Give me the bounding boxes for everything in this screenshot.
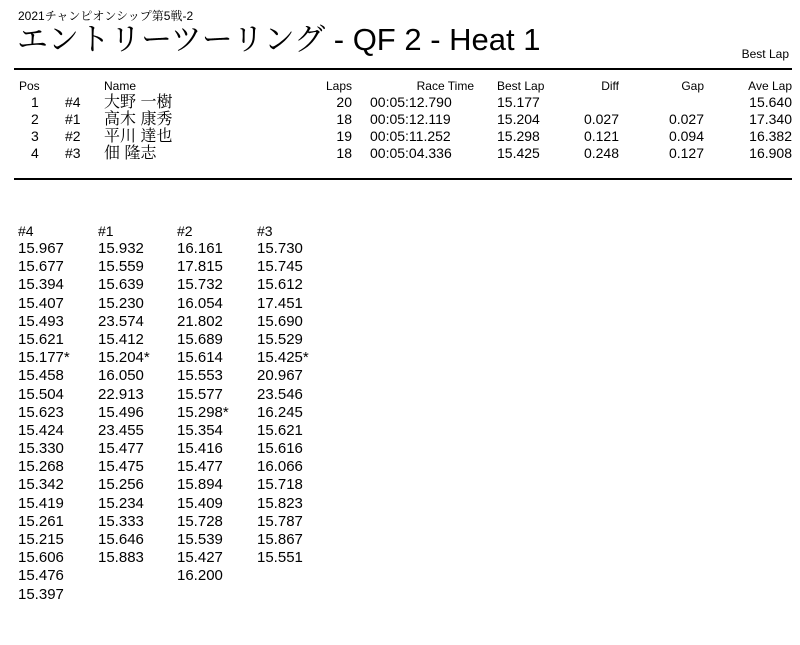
lap-time: 15.425*: [257, 349, 309, 367]
lap-time: 15.730: [257, 240, 303, 257]
lap-column-header: #1: [98, 223, 114, 239]
lap-time: 15.553: [177, 367, 223, 385]
lap-time: 15.677: [18, 258, 64, 276]
lap-time: 15.551: [257, 549, 303, 567]
result-laps: 20: [336, 94, 352, 110]
result-race-time: 00:05:04.336: [370, 145, 452, 161]
lap-time: 15.606: [18, 549, 64, 567]
lap-time: 15.894: [177, 476, 223, 494]
column-header-diff: Diff: [601, 79, 619, 93]
lap-time: 15.342: [18, 476, 64, 494]
result-ave-lap: 16.382: [749, 128, 792, 144]
result-best-lap: 15.204: [497, 111, 540, 127]
lap-time: 22.913: [98, 385, 144, 403]
lap-time: 15.230: [98, 294, 144, 312]
result-row: [14, 145, 792, 162]
result-row: [14, 94, 792, 111]
lap-time: 16.200: [177, 567, 223, 585]
result-kart-number: #4: [65, 94, 81, 110]
result-gap: 0.127: [668, 145, 704, 161]
result-diff: 0.121: [583, 128, 619, 144]
result-laps: 18: [336, 111, 352, 127]
column-header-gap: Gap: [681, 79, 704, 93]
result-ave-lap: 16.908: [749, 145, 792, 161]
lap-time: 16.245: [257, 403, 303, 421]
lap-time: 15.234: [98, 494, 144, 512]
lap-time: 15.787: [257, 512, 303, 530]
result-gap: 0.094: [668, 128, 704, 144]
lap-time: 15.718: [257, 476, 303, 494]
lap-time: 15.623: [18, 403, 64, 421]
lap-time: 15.268: [18, 458, 64, 476]
column-header-race-time: Race Time: [416, 79, 474, 93]
results-table: [14, 79, 792, 162]
results-header-row: [14, 79, 792, 94]
result-kart-number: #3: [65, 145, 81, 161]
lap-time: 15.409: [177, 494, 223, 512]
lap-time: 15.539: [177, 531, 223, 548]
lap-time: 15.475: [98, 458, 144, 476]
result-ave-lap: 15.640: [749, 94, 792, 110]
result-laps: 19: [336, 128, 352, 144]
lap-time: 16.054: [177, 294, 223, 312]
result-pos: 1: [31, 94, 39, 110]
lap-time: 15.215: [18, 531, 64, 548]
lap-time: 15.823: [257, 494, 303, 512]
ranking-basis-label: Best Lap: [741, 47, 789, 61]
lap-time: 17.451: [257, 294, 303, 312]
lap-time: 15.458: [18, 367, 64, 385]
lap-times-table: [0, 222, 400, 642]
lap-time: 21.802: [177, 312, 223, 330]
lap-time: 15.419: [18, 494, 64, 512]
result-laps: 18: [336, 145, 352, 161]
lap-time: 15.477: [177, 458, 223, 476]
lap-time: 15.493: [18, 312, 64, 330]
lap-time: 15.298*: [177, 403, 229, 421]
lap-time: 15.354: [177, 421, 223, 439]
lap-time: 16.066: [257, 458, 303, 476]
result-row: [14, 128, 792, 145]
lap-column: [257, 222, 309, 567]
lap-time: 15.256: [98, 476, 144, 494]
lap-time: 15.427: [177, 549, 223, 567]
lap-time: 15.412: [98, 330, 144, 348]
lap-column: [177, 222, 229, 586]
lap-time: 15.616: [257, 440, 303, 458]
lap-time: 20.967: [257, 367, 303, 385]
lap-time: 15.204*: [98, 349, 150, 367]
result-driver-name: 佃 隆志: [104, 145, 157, 162]
result-driver-name: 高木 康秀: [104, 111, 173, 128]
result-best-lap: 15.425: [497, 145, 540, 161]
lap-time: 15.932: [98, 240, 144, 257]
lap-time: 15.333: [98, 512, 144, 530]
lap-time: 15.614: [177, 349, 223, 367]
lap-time: 15.621: [257, 421, 303, 439]
event-subtitle: 2021チャンピオンシップ第5戦-2: [18, 9, 194, 23]
result-race-time: 00:05:11.252: [370, 128, 451, 144]
result-row: [14, 111, 792, 128]
lap-time: 15.639: [98, 276, 144, 294]
result-ave-lap: 17.340: [749, 111, 792, 127]
lap-time: 15.496: [98, 403, 144, 421]
column-header-name: Name: [104, 79, 137, 93]
column-header-pos: Pos: [19, 79, 40, 93]
result-driver-name: 大野 一樹: [104, 94, 173, 111]
lap-time: 15.745: [257, 258, 303, 276]
result-kart-number: #1: [65, 111, 81, 127]
lap-time: 15.407: [18, 294, 64, 312]
lap-time: 15.477: [98, 440, 144, 458]
lap-column-header: #2: [177, 223, 193, 239]
lap-time: 15.621: [18, 330, 64, 348]
lap-time: 15.177*: [18, 349, 70, 367]
lap-time: 15.883: [98, 549, 144, 567]
lap-time: 15.728: [177, 512, 223, 530]
lap-time: 15.690: [257, 312, 303, 330]
lap-column: [98, 222, 150, 567]
lap-time: 15.504: [18, 385, 64, 403]
lap-column-header: #3: [257, 223, 273, 239]
lap-time: 15.476: [18, 567, 64, 585]
lap-time: 15.612: [257, 276, 303, 294]
result-race-time: 00:05:12.119: [370, 111, 451, 127]
result-best-lap: 15.177: [497, 94, 540, 110]
lap-time: 15.424: [18, 421, 64, 439]
lap-time: 15.689: [177, 330, 223, 348]
lap-time: 15.416: [177, 440, 223, 458]
lap-time: 16.050: [98, 367, 144, 385]
page-title: エントリーツーリング - QF 2 - Heat 1: [17, 22, 541, 57]
result-kart-number: #2: [65, 128, 81, 144]
column-header-laps: Laps: [325, 79, 352, 93]
result-best-lap: 15.298: [497, 128, 540, 144]
lap-time: 15.967: [18, 240, 64, 257]
result-driver-name: 平川 達也: [104, 128, 173, 145]
lap-time: 15.261: [18, 512, 64, 530]
lap-time: 15.867: [257, 531, 303, 548]
result-pos: 2: [31, 111, 39, 127]
result-race-time: 00:05:12.790: [370, 94, 452, 110]
lap-time: 15.529: [257, 330, 303, 348]
lap-time: 15.732: [177, 276, 223, 294]
lap-time: 16.161: [177, 240, 223, 257]
results-divider: [14, 178, 792, 180]
lap-time: 15.330: [18, 440, 64, 458]
lap-time: 23.455: [98, 421, 144, 439]
column-header-ave-lap: Ave Lap: [748, 79, 792, 93]
lap-column: [18, 222, 70, 604]
header-divider: [14, 68, 792, 70]
column-header-best-lap: Best Lap: [497, 79, 545, 93]
result-pos: 4: [31, 145, 39, 161]
lap-column-header: #4: [18, 223, 34, 239]
result-pos: 3: [31, 128, 39, 144]
lap-time: 23.574: [98, 312, 144, 330]
lap-time: 23.546: [257, 385, 303, 403]
lap-time: 15.577: [177, 385, 223, 403]
lap-time: 15.559: [98, 258, 144, 276]
lap-time: 15.646: [98, 531, 144, 548]
lap-time: 15.394: [18, 276, 64, 294]
result-gap: 0.027: [668, 111, 704, 127]
lap-time: 15.397: [18, 585, 64, 603]
result-diff: 0.248: [583, 145, 619, 161]
result-diff: 0.027: [583, 111, 619, 127]
lap-time: 17.815: [177, 258, 223, 276]
